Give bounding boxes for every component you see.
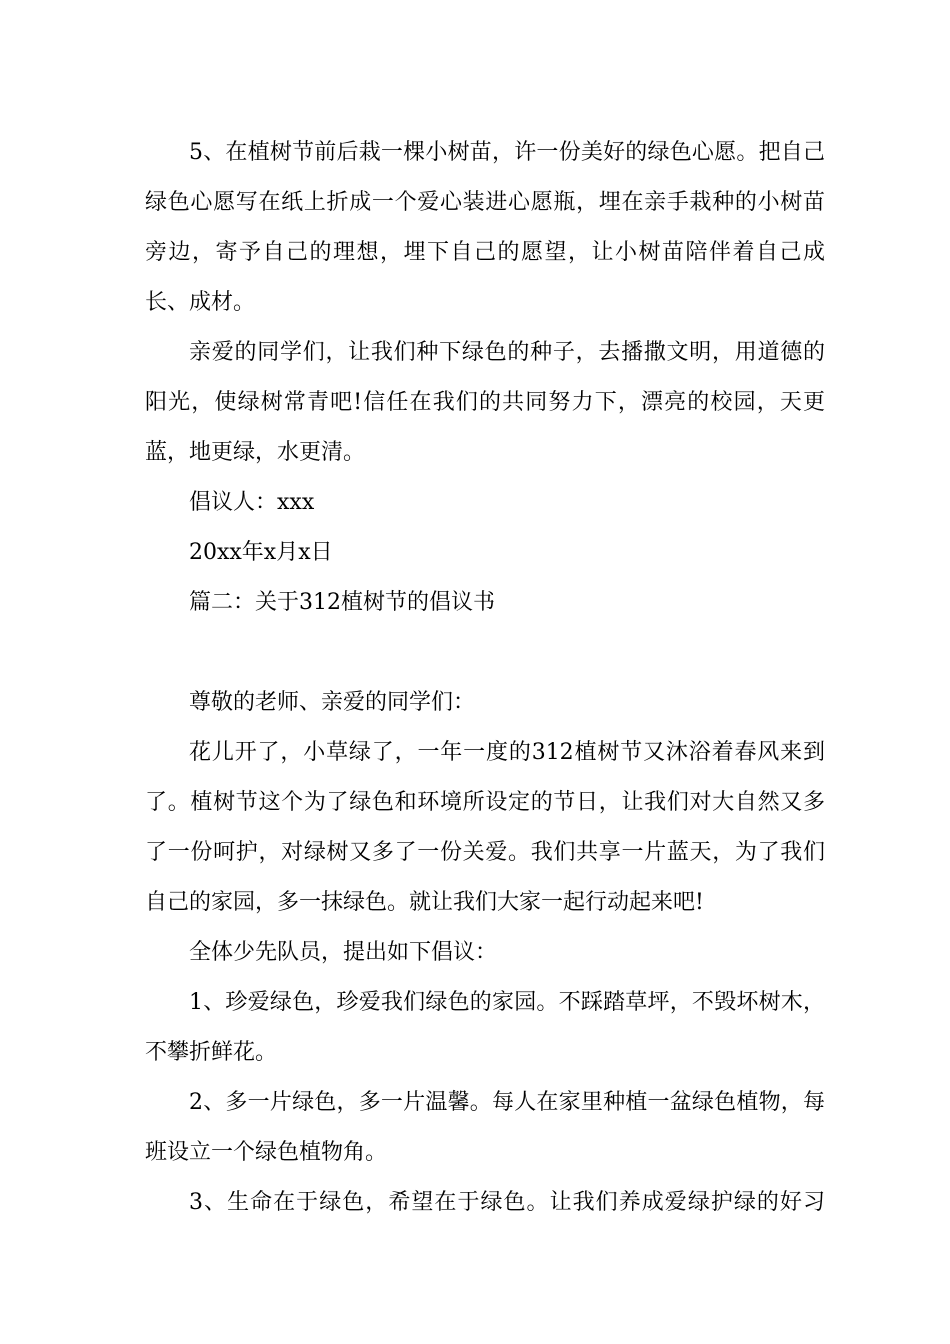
paragraph-intro: 花儿开了，小草绿了，一年一度的312植树节又沐浴着春风来到了。植树节这个为了绿色和环境所设定的节日，让我们对大自然又多了一份呵护，对绿树又多了一份关爱。我们共享一片蓝天，为了我们自己的家园，多一抹绿色。就让我们大家一起行动起来吧! (145, 740, 825, 915)
blank-line (145, 628, 825, 678)
paragraph-appeal: 亲爱的同学们，让我们种下绿色的种子，去播撒文明，用道德的阳光，使绿树常青吧!信任在我们的共同努力下，漂亮的校园，天更蓝，地更绿，水更清。 (145, 340, 825, 465)
date-line: 20xx年x月x日 (189, 540, 333, 565)
document-page (145, 128, 825, 1228)
proposal-item-2: 2、多一片绿色，多一片温馨。每人在家里种植一盆绿色植物，每班设立一个绿色植物角。 (145, 1090, 825, 1165)
section-title: 篇二：关于312植树节的倡议书 (189, 590, 495, 615)
proposer-line: 倡议人：xxx (189, 490, 315, 515)
paragraph-planting-wish: 5、在植树节前后栽一棵小树苗，许一份美好的绿色心愿。把自己绿色心愿写在纸上折成一个爱心装进心愿瓶，埋在亲手栽种的小树苗旁边，寄予自己的理想，埋下自己的愿望，让小树苗陪伴着自己成长、成材。 (145, 140, 825, 315)
proposal-item-3: 3、生命在于绿色，希望在于绿色。让我们养成爱绿护绿的好习 (189, 1190, 825, 1215)
salutation: 尊敬的老师、亲爱的同学们： (189, 690, 476, 715)
paragraph-proposal-lead: 全体少先队员，提出如下倡议： (189, 940, 498, 965)
proposal-item-1: 1、珍爱绿色，珍爱我们绿色的家园。不踩踏草坪，不毁坏树木，不攀折鲜花。 (145, 990, 825, 1065)
